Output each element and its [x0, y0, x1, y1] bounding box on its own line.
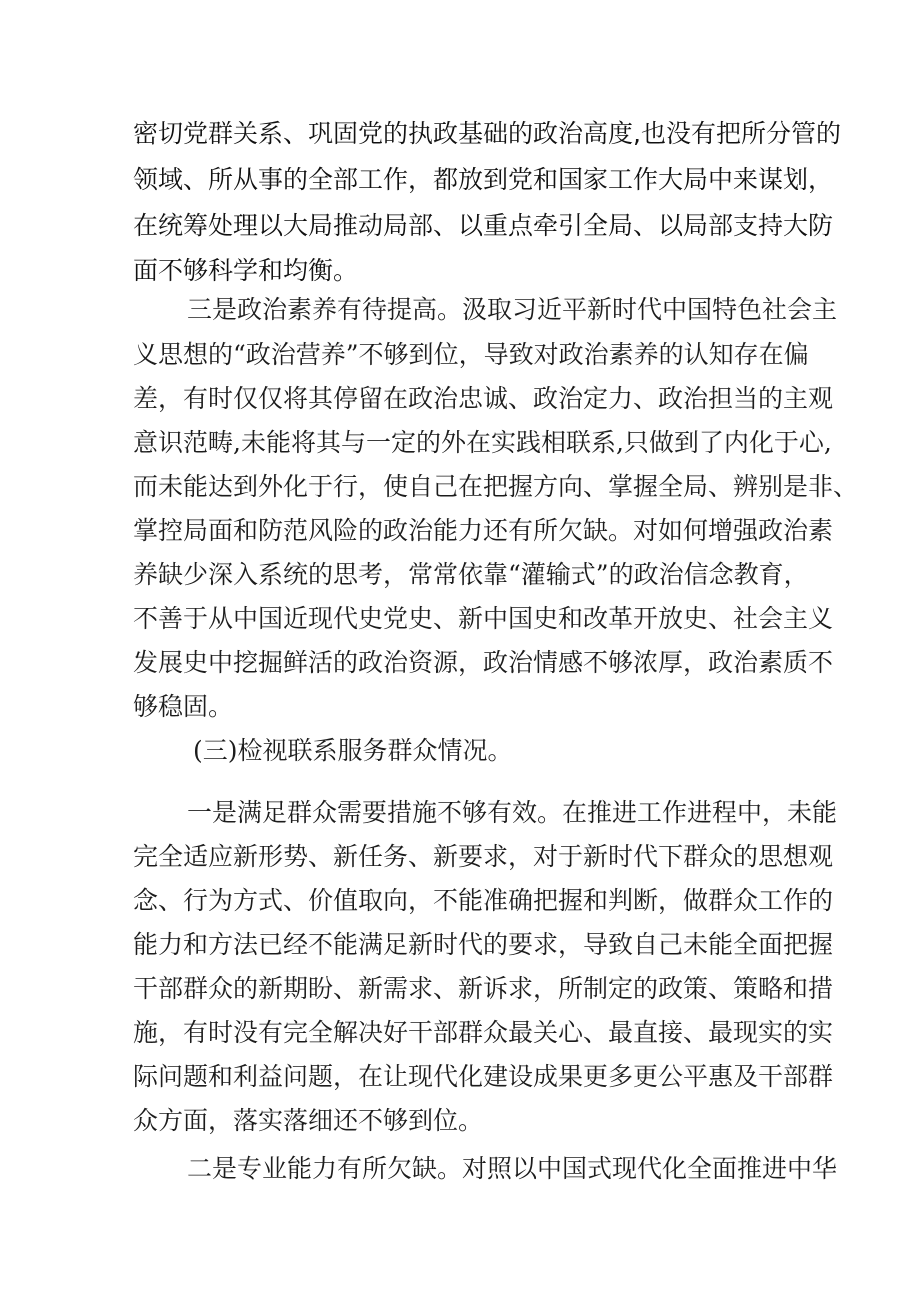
section-heading: (三)检视联系服务群众情况。: [193, 736, 513, 765]
text-line: 面不够科学和均衡。: [133, 256, 359, 285]
text-line: 不善于从中国近现代史党史、新中国史和改革开放史、社会主义: [133, 604, 834, 633]
text-line: 义思想的“政治营养”不够到位，导致对政治素养的认知存在偏: [133, 340, 809, 369]
text-line: 众方面，落实落细还不够到位。: [133, 1106, 484, 1135]
text-line: 一是满足群众需要措施不够有效。在推进工作进程中，未能: [187, 798, 838, 827]
text-line: 养缺少深入系统的思考，常常依靠“灌输式”的政治信念教育，: [133, 560, 809, 589]
text-line: 领域、所从事的全部工作，都放到党和国家工作大局中来谋划，: [133, 165, 834, 194]
text-line: 够稳固。: [133, 692, 234, 721]
text-line: 干部群众的新期盼、新需求、新诉求，所制定的政策、策略和措: [133, 974, 834, 1003]
text-line: 二是专业能力有所欠缺。对照以中国式现代化全面推进中华: [187, 1154, 838, 1183]
text-line: 能力和方法已经不能满足新时代的要求，导致自己未能全面把握: [133, 930, 834, 959]
text-line: 意识范畴,未能将其与一定的外在实践相联系,只做到了内化于心,: [133, 428, 832, 457]
text-line: 掌控局面和防范风险的政治能力还有所欠缺。对如何增强政治素: [133, 516, 834, 545]
text-line: 三是政治素养有待提高。汲取习近平新时代中国特色社会主: [187, 295, 838, 324]
text-line: 密切党群关系、巩固党的执政基础的政治高度,也没有把所分管的: [133, 119, 841, 148]
text-line: 差，有时仅仅将其停留在政治忠诚、政治定力、政治担当的主观: [133, 384, 834, 413]
text-line: 施，有时没有完全解决好干部群众最关心、最直接、最现实的实: [133, 1018, 834, 1047]
text-line: 在统筹处理以大局推动局部、以重点牵引全局、以局部支持大防: [133, 211, 834, 240]
text-line: 完全适应新形势、新任务、新要求，对于新时代下群众的思想观: [133, 842, 834, 871]
text-line: 念、行为方式、价值取向，不能准确把握和判断，做群众工作的: [133, 886, 834, 915]
text-line: 而未能达到外化于行，使自己在把握方向、掌握全局、辨别是非、: [133, 472, 859, 501]
text-line: 发展史中挖掘鲜活的政治资源，政治情感不够浓厚，政治素质不: [133, 648, 834, 677]
text-line: 际问题和利益问题，在让现代化建设成果更多更公平惠及干部群: [133, 1062, 834, 1091]
